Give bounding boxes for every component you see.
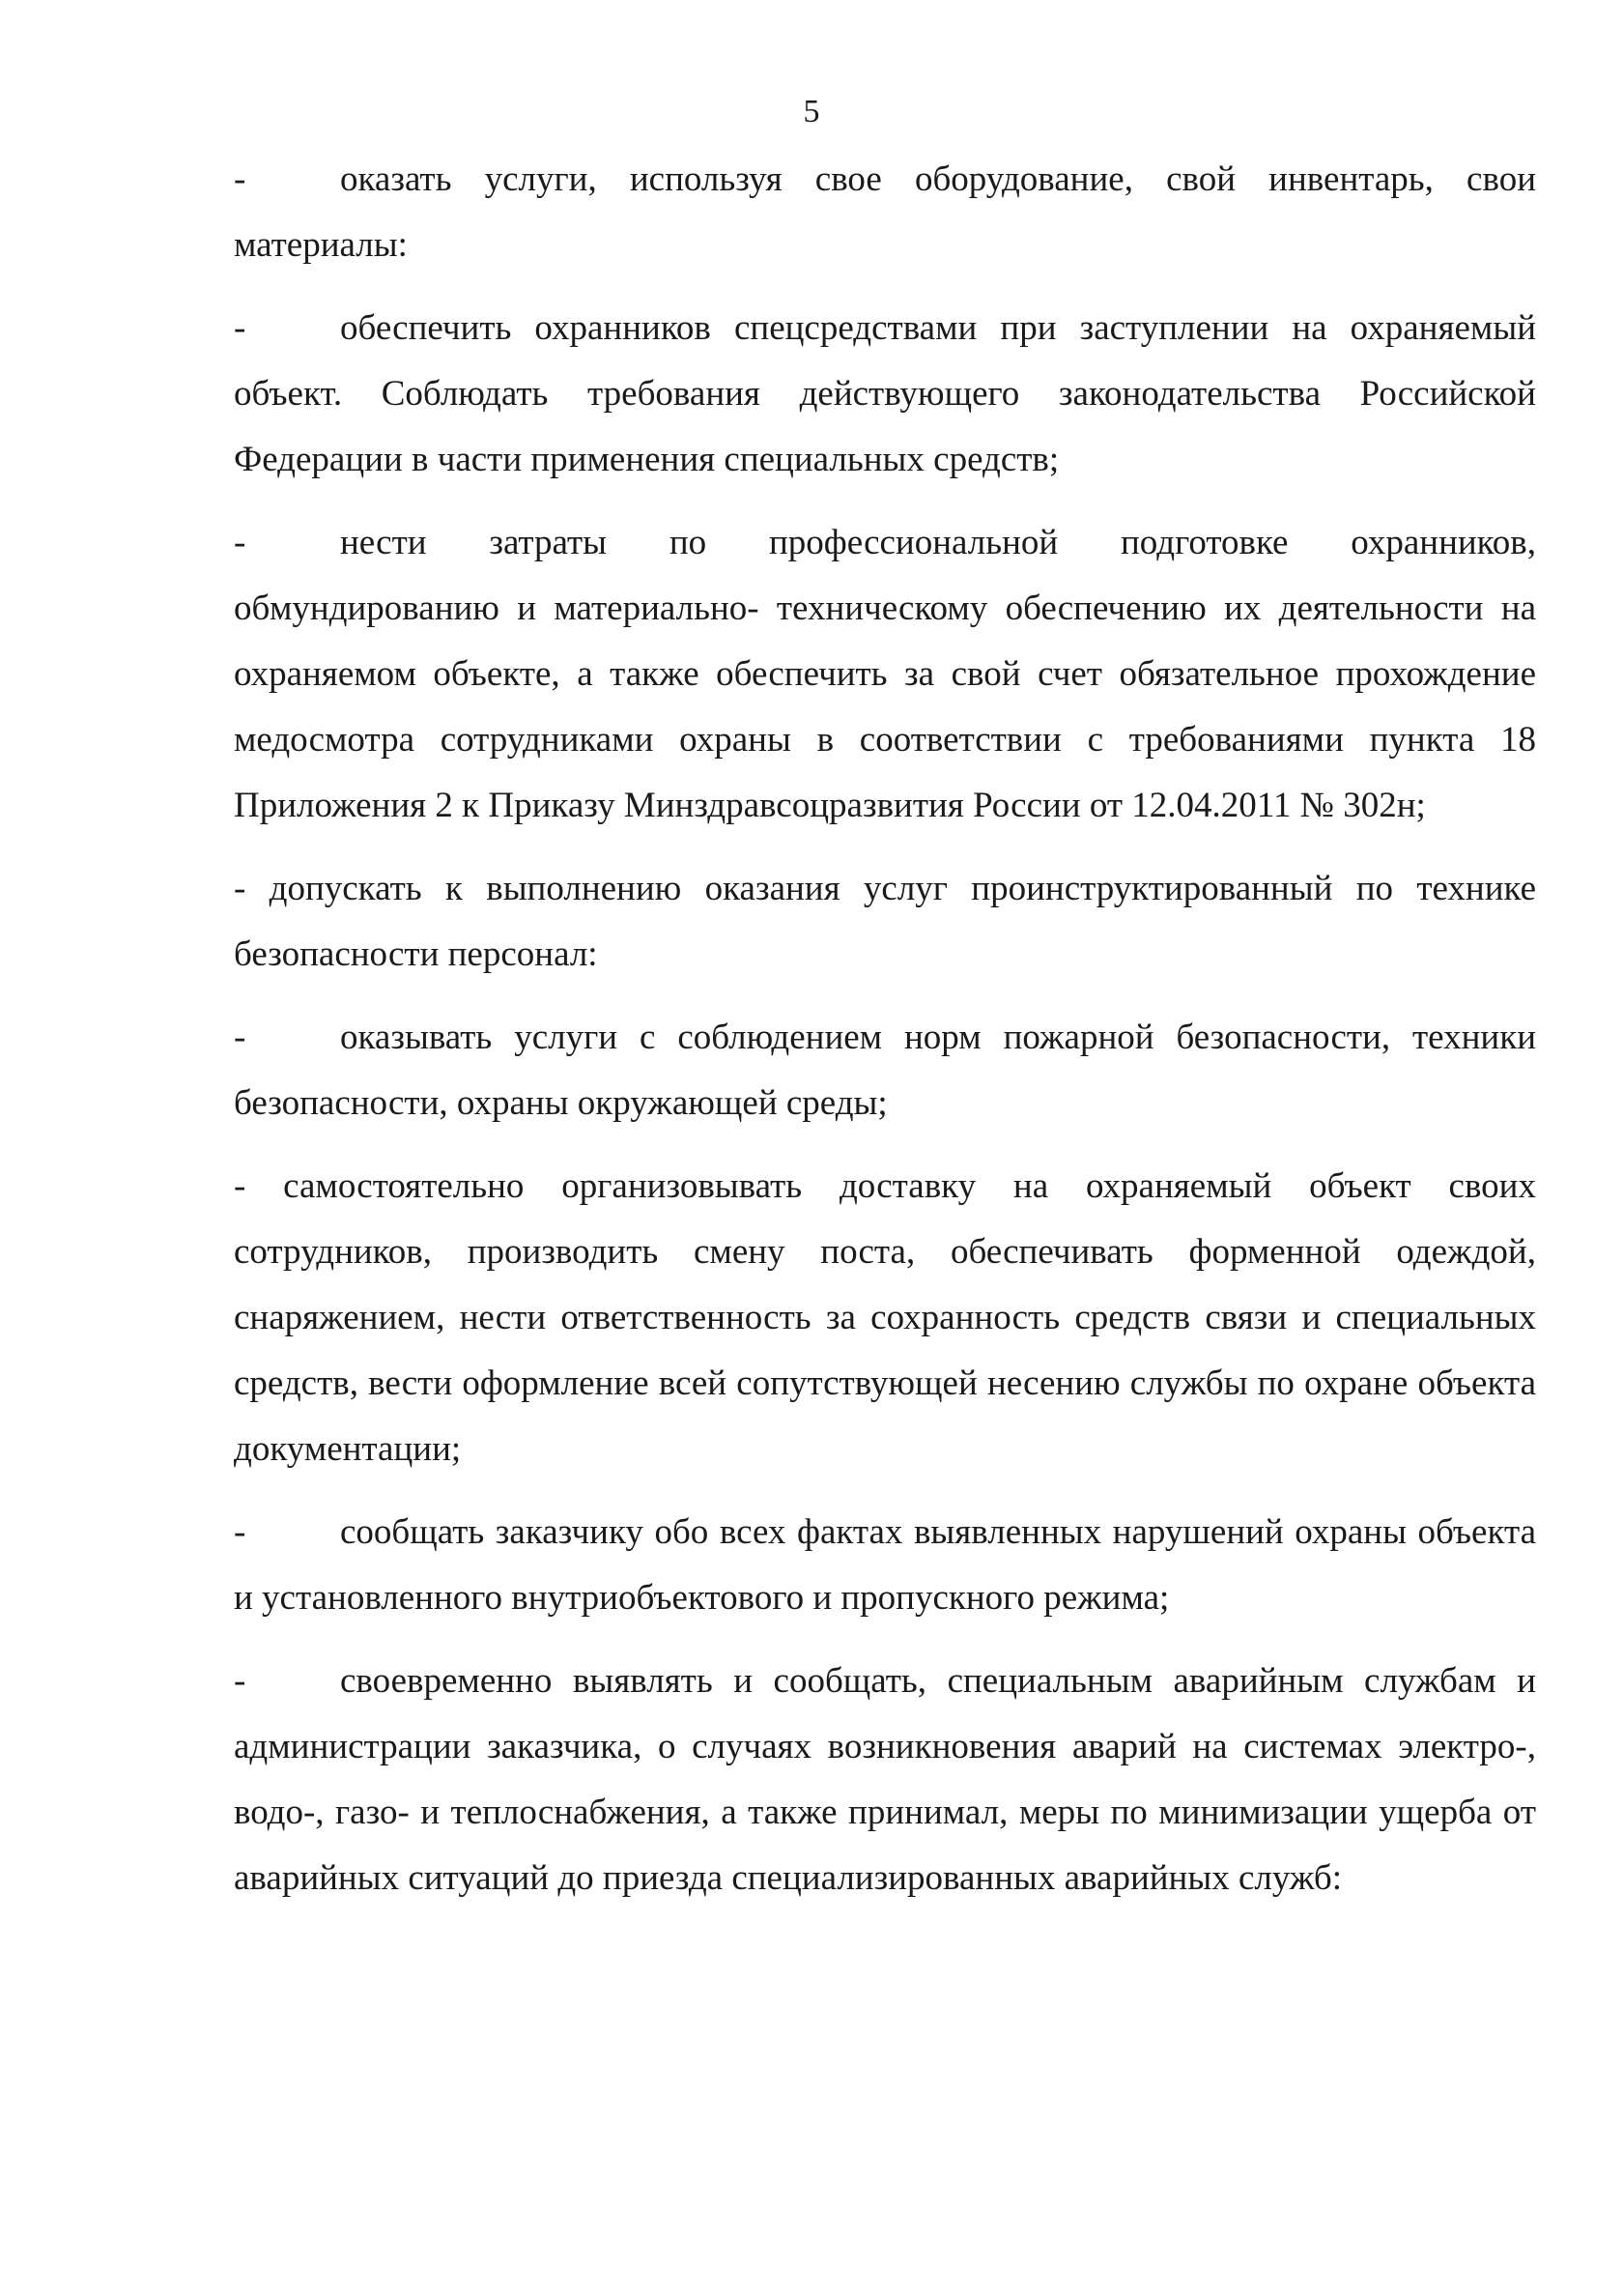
list-dash: - bbox=[234, 1661, 246, 1701]
paragraph-text: оказать услуги, используя свое оборудование, свой инвентарь, свои материалы: bbox=[234, 159, 1536, 265]
paragraph-text: оказывать услуги с соблюдением норм пожарной безопасности, техники безопасности, охраны окружающей среды; bbox=[234, 1018, 1536, 1123]
paragraph-training-costs bbox=[234, 510, 1536, 839]
list-dash: - bbox=[234, 159, 246, 199]
page-number: 5 bbox=[803, 94, 820, 129]
paragraph-safety-norms bbox=[234, 1005, 1536, 1136]
list-dash: - bbox=[234, 523, 246, 562]
paragraph-text: - допускать к выполнению оказания услуг проинструктированный по технике безопасности персонал: bbox=[234, 869, 1536, 974]
paragraph-report-violations bbox=[234, 1500, 1536, 1631]
paragraph-text: сообщать заказчику обо всех фактах выявленных нарушений охраны объекта и установленного внутриобъектового и пропускного режима; bbox=[234, 1512, 1536, 1618]
paragraph-text: обеспечить охранников спецсредствами при заступлении на охраняемый объект. Соблюдать требования действующего законодательства Российской Федерации в части применения специальных средств; bbox=[234, 308, 1536, 479]
paragraph-staff-delivery bbox=[234, 1154, 1536, 1482]
list-dash: - bbox=[234, 1512, 246, 1552]
paragraph-provide-services bbox=[234, 147, 1536, 278]
list-dash: - bbox=[234, 1018, 246, 1057]
paragraph-text: - самостоятельно организовывать доставку на охраняемый объект своих сотрудников, производить смену поста, обеспечивать форменной одеждой, снаряжением, нести ответственность за сохранность средств связи и специальных средств, вести оформление всей сопутствующей несению службы по охране объекта документации; bbox=[234, 1166, 1536, 1469]
paragraph-text: своевременно выявлять и сообщать, специальным аварийным службам и администрации заказчика, о случаях возникновения аварий на системах электро-, водо-, газо- и теплоснабжения, а также принимал, меры по минимизации ущерба от аварийных ситуаций до приезда специализированных аварийных служб: bbox=[234, 1661, 1536, 1898]
paragraph-instructed-personnel bbox=[234, 856, 1536, 988]
paragraph-text: нести затраты по профессиональной подготовке охранников, обмундированию и материально- техническому обеспечению их деятельности на охраняемом объекте, а также обеспечить за свой счет обязательное прохождение медосмотра сотрудниками охраны в соответствии с требованиями пункта 18 Приложения 2 к Приказу Минздравсоцразвития России от 12.04.2011 № 302н; bbox=[234, 523, 1536, 825]
document-body bbox=[234, 147, 1536, 1929]
list-dash: - bbox=[234, 308, 246, 348]
paragraph-special-equipment bbox=[234, 296, 1536, 493]
paragraph-emergency-reporting bbox=[234, 1649, 1536, 1911]
